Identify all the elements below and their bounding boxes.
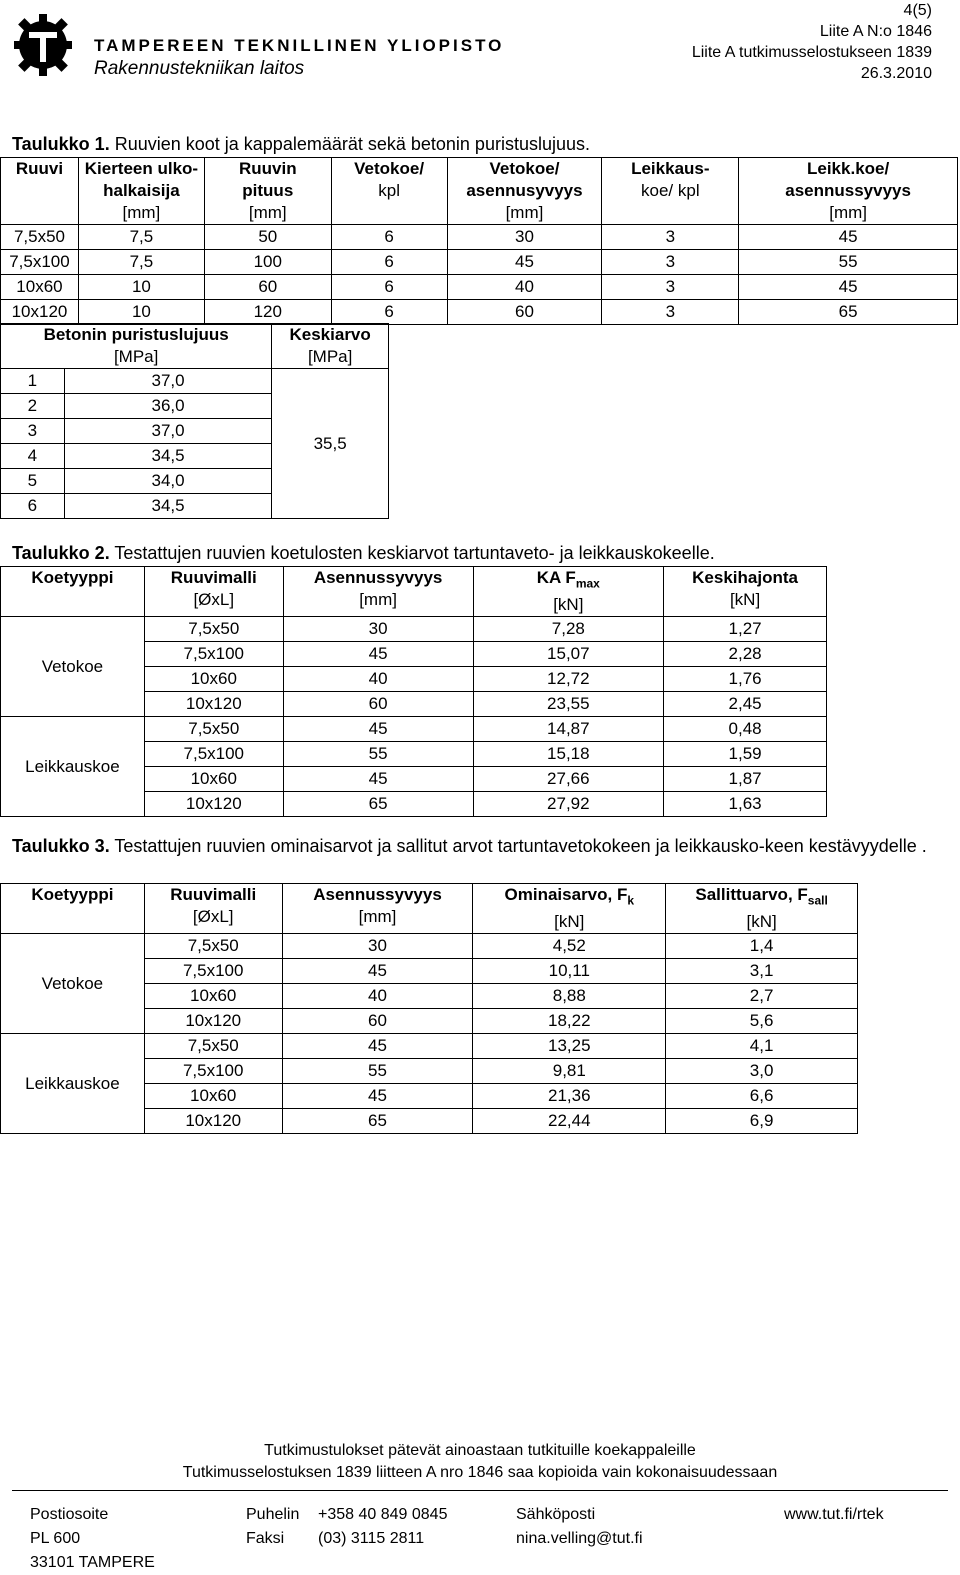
mean-header: Keskiarvo [MPa] bbox=[272, 324, 389, 369]
table3-cell: 10x120 bbox=[144, 1009, 282, 1034]
specimen-number: 1 bbox=[1, 369, 65, 394]
specimen-strength: 34,5 bbox=[64, 494, 271, 519]
table2-cell: 27,92 bbox=[473, 792, 664, 817]
specimen-strength: 34,5 bbox=[64, 444, 271, 469]
t1-cell: 30 bbox=[447, 225, 602, 250]
table3-cell: 7,5x50 bbox=[144, 934, 282, 959]
table2-cell: 1,76 bbox=[664, 667, 827, 692]
concrete-header: Betonin puristuslujuus [MPa] bbox=[1, 324, 272, 369]
t1-cell: 6 bbox=[331, 250, 447, 275]
table3-cell: 6,9 bbox=[666, 1109, 858, 1134]
t1-header-cell: Ruuvin pituus [mm] bbox=[204, 158, 331, 225]
table2-cell: 7,28 bbox=[473, 617, 664, 642]
t1-cell: 7,5x50 bbox=[1, 225, 79, 250]
table3-cell: 45 bbox=[282, 959, 473, 984]
table3-cell: 6,6 bbox=[666, 1084, 858, 1109]
t2-header-stdev: Keskihajonta [kN] bbox=[664, 567, 827, 617]
table2-cell: 2,45 bbox=[664, 692, 827, 717]
table3-cell: 22,44 bbox=[473, 1109, 666, 1134]
table-row bbox=[1, 617, 827, 642]
t1-cell: 3 bbox=[602, 275, 739, 300]
t1-cell: 60 bbox=[447, 300, 602, 325]
table2-cell: 2,28 bbox=[664, 642, 827, 667]
table2-cell: 30 bbox=[283, 617, 473, 642]
t1-cell: 10x60 bbox=[1, 275, 79, 300]
t1-cell: 50 bbox=[204, 225, 331, 250]
test-type: Vetokoe bbox=[1, 934, 145, 1034]
table2-cell: 7,5x100 bbox=[144, 742, 283, 767]
table3-cell: 7,5x100 bbox=[144, 959, 282, 984]
t1-header-cell: Leikk.koe/ asennussyvyys [mm] bbox=[739, 158, 958, 225]
t1-cell: 6 bbox=[331, 275, 447, 300]
t1-cell: 40 bbox=[447, 275, 602, 300]
table1-header-row bbox=[1, 158, 958, 225]
table3-cell: 13,25 bbox=[473, 1034, 666, 1059]
t1-header-cell: Vetokoe/ kpl bbox=[331, 158, 447, 225]
test-type: Leikkauskoe bbox=[1, 717, 145, 817]
table2-caption: Taulukko 2. Testattujen ruuvien koetulosten keskiarvot tartuntaveto- ja leikkauskokeelle. bbox=[12, 543, 715, 563]
t1-cell: 7,5 bbox=[78, 225, 204, 250]
table2-cell: 27,66 bbox=[473, 767, 664, 792]
t1-cell: 60 bbox=[204, 275, 331, 300]
t1-header-cell: Vetokoe/ asennusyvyys [mm] bbox=[447, 158, 602, 225]
table2-cell: 7,5x100 bbox=[144, 642, 283, 667]
table2-cell: 45 bbox=[283, 767, 473, 792]
t3-header-type: Koetyyppi bbox=[1, 884, 145, 934]
table2-cell: 1,27 bbox=[664, 617, 827, 642]
t1-header-cell: Kierteen ulko- halkaisija [mm] bbox=[78, 158, 204, 225]
table2-cell: 1,59 bbox=[664, 742, 827, 767]
specimen-strength: 36,0 bbox=[64, 394, 271, 419]
validity-note: Tutkimustulokset pätevät ainoastaan tutkituille koekappaleille bbox=[264, 1442, 696, 1459]
table2-cell: 15,07 bbox=[473, 642, 664, 667]
table2-cell: 7,5x50 bbox=[144, 617, 283, 642]
t2-header-depth: Asennussyvyys [mm] bbox=[283, 567, 473, 617]
table3-cell: 10x60 bbox=[144, 984, 282, 1009]
t1-cell: 3 bbox=[602, 300, 739, 325]
table2-cell: 10x60 bbox=[144, 667, 283, 692]
specimen-number: 3 bbox=[1, 419, 65, 444]
t1-cell: 10 bbox=[78, 300, 204, 325]
table-row bbox=[1, 717, 827, 742]
table2-cell: 23,55 bbox=[473, 692, 664, 717]
test-type: Vetokoe bbox=[1, 617, 145, 717]
table3-cell: 5,6 bbox=[666, 1009, 858, 1034]
table3-cell: 21,36 bbox=[473, 1084, 666, 1109]
specimen-strength: 37,0 bbox=[64, 419, 271, 444]
header-info bbox=[692, 0, 932, 84]
t3-header-characteristic: Ominaisarvo, $F_k$ [kN] bbox=[473, 884, 666, 934]
t1-cell: 7,5 bbox=[78, 250, 204, 275]
table2-cell: 10x120 bbox=[144, 692, 283, 717]
t2-header-model: Ruuvimalli [ØxL] bbox=[144, 567, 283, 617]
table3-cell: 9,81 bbox=[473, 1059, 666, 1084]
fax-number: (03) 3115 2811 bbox=[318, 1530, 425, 1547]
test-results-table bbox=[0, 566, 827, 817]
email-link[interactable]: nina.velling@tut.fi bbox=[516, 1530, 643, 1547]
table2-cell: 10x60 bbox=[144, 767, 283, 792]
table2-cell: 10x120 bbox=[144, 792, 283, 817]
specimen-strength: 37,0 bbox=[64, 369, 271, 394]
table3-cell: 55 bbox=[282, 1059, 473, 1084]
t1-cell: 100 bbox=[204, 250, 331, 275]
phone-number: +358 40 849 0845 bbox=[318, 1506, 448, 1523]
table3-cell: 4,1 bbox=[666, 1034, 858, 1059]
t2-header-fmax: KA $F_{max}$ [kN] bbox=[473, 567, 664, 617]
table2-cell: 7,5x50 bbox=[144, 717, 283, 742]
table3-cell: 30 bbox=[282, 934, 473, 959]
table-row bbox=[1, 225, 958, 250]
table3-cell: 3,0 bbox=[666, 1059, 858, 1084]
t1-cell: 6 bbox=[331, 300, 447, 325]
table3-header-row bbox=[1, 884, 858, 934]
t1-cell: 65 bbox=[739, 300, 958, 325]
table3-cell: 45 bbox=[282, 1034, 473, 1059]
table2-cell: 1,63 bbox=[664, 792, 827, 817]
footer-address: Postiosoite PL 600 33101 TAMPERE bbox=[30, 1506, 155, 1571]
table3-cell: 65 bbox=[282, 1109, 473, 1134]
table-row bbox=[1, 250, 958, 275]
t1-cell: 6 bbox=[331, 225, 447, 250]
table3-cell: 10x60 bbox=[144, 1084, 282, 1109]
t1-cell: 45 bbox=[739, 275, 958, 300]
specimen-number: 5 bbox=[1, 469, 65, 494]
table3-cell: 10x120 bbox=[144, 1109, 282, 1134]
copy-note: Tutkimusselostuksen 1839 liitteen A nro 1846 saa kopioida vain kokonaisuudessaan bbox=[182, 1464, 778, 1481]
t3-header-allowed: Sallittuarvo, $F_{sall}$ [kN] bbox=[666, 884, 858, 934]
table3-caption: Taulukko 3. Testattujen ruuvien ominaisarvot ja sallitut arvot tartuntavetokokeen ja leikkausko-keen kestävyydelle . bbox=[12, 836, 927, 856]
footer-email: Sähköposti nina.velling@tut.fi bbox=[516, 1503, 643, 1551]
screws-table bbox=[0, 157, 958, 325]
page-number: 4(5) bbox=[903, 2, 932, 19]
t1-cell: 120 bbox=[204, 300, 331, 325]
table3-cell: 45 bbox=[282, 1084, 473, 1109]
t1-header-cell: Ruuvi bbox=[1, 158, 79, 225]
t1-cell: 10x120 bbox=[1, 300, 79, 325]
table2-cell: 40 bbox=[283, 667, 473, 692]
t1-cell: 3 bbox=[602, 250, 739, 275]
table2-cell: 0,48 bbox=[664, 717, 827, 742]
appendix-reference: Liite A tutkimusselostukseen 1839 bbox=[691, 44, 932, 61]
table-row bbox=[1, 934, 858, 959]
t1-cell: 45 bbox=[447, 250, 602, 275]
specimen-number: 4 bbox=[1, 444, 65, 469]
website-link[interactable]: www.tut.fi/rtek bbox=[784, 1506, 884, 1523]
specimen-number: 2 bbox=[1, 394, 65, 419]
t1-cell: 7,5x100 bbox=[1, 250, 79, 275]
concrete-strength-table bbox=[0, 323, 389, 519]
table3-cell: 3,1 bbox=[666, 959, 858, 984]
t3-header-depth: Asennussyvyys [mm] bbox=[282, 884, 473, 934]
table2-cell: 45 bbox=[283, 717, 473, 742]
table2-header-row bbox=[1, 567, 827, 617]
university-name: TAMPEREEN TEKNILLINEN YLIOPISTO bbox=[94, 36, 505, 55]
table3-cell: 40 bbox=[282, 984, 473, 1009]
table-row bbox=[1, 369, 389, 394]
t1-cell: 55 bbox=[739, 250, 958, 275]
table-row bbox=[1, 275, 958, 300]
t1-cell: 3 bbox=[602, 225, 739, 250]
table2-cell: 14,87 bbox=[473, 717, 664, 742]
footer-phone-values bbox=[318, 1503, 447, 1551]
t1-cell: 45 bbox=[739, 225, 958, 250]
t1-cell: 10 bbox=[78, 275, 204, 300]
table3-cell: 10,11 bbox=[473, 959, 666, 984]
footer-phone-labels: Puhelin Faksi bbox=[246, 1506, 300, 1547]
table3-cell: 18,22 bbox=[473, 1009, 666, 1034]
table2-cell: 45 bbox=[283, 642, 473, 667]
table3-cell: 4,52 bbox=[473, 934, 666, 959]
mean-strength: 35,5 bbox=[272, 369, 389, 519]
department-name: Rakennustekniikan laitos bbox=[94, 58, 305, 79]
appendix-number: Liite A N:o 1846 bbox=[819, 23, 932, 40]
table2-cell: 12,72 bbox=[473, 667, 664, 692]
t3-header-model: Ruuvimalli [ØxL] bbox=[144, 884, 282, 934]
characteristic-values-table bbox=[0, 883, 858, 1134]
footer-divider bbox=[12, 1490, 948, 1491]
table2-cell: 60 bbox=[283, 692, 473, 717]
table3-cell: 1,4 bbox=[666, 934, 858, 959]
tut-logo-gear-icon bbox=[12, 10, 74, 80]
table3-cell: 8,88 bbox=[473, 984, 666, 1009]
table2-cell: 1,87 bbox=[664, 767, 827, 792]
table3-cell: 7,5x50 bbox=[144, 1034, 282, 1059]
table3-cell: 7,5x100 bbox=[144, 1059, 282, 1084]
t1-header-cell: Leikkaus- koe/ kpl bbox=[602, 158, 739, 225]
table3-cell: 2,7 bbox=[666, 984, 858, 1009]
footer-web bbox=[784, 1503, 884, 1527]
concrete-header-row bbox=[1, 324, 389, 369]
specimen-number: 6 bbox=[1, 494, 65, 519]
table-row bbox=[1, 1034, 858, 1059]
table3-cell: 60 bbox=[282, 1009, 473, 1034]
specimen-strength: 34,0 bbox=[64, 469, 271, 494]
table2-cell: 15,18 bbox=[473, 742, 664, 767]
table2-cell: 65 bbox=[283, 792, 473, 817]
table-row bbox=[1, 300, 958, 325]
test-type: Leikkauskoe bbox=[1, 1034, 145, 1134]
table1-caption: Taulukko 1. Ruuvien koot ja kappalemäärät sekä betonin puristuslujuus. bbox=[12, 134, 590, 154]
t2-header-type: Koetyyppi bbox=[1, 567, 145, 617]
document-date: 26.3.2010 bbox=[860, 65, 932, 82]
table2-cell: 55 bbox=[283, 742, 473, 767]
